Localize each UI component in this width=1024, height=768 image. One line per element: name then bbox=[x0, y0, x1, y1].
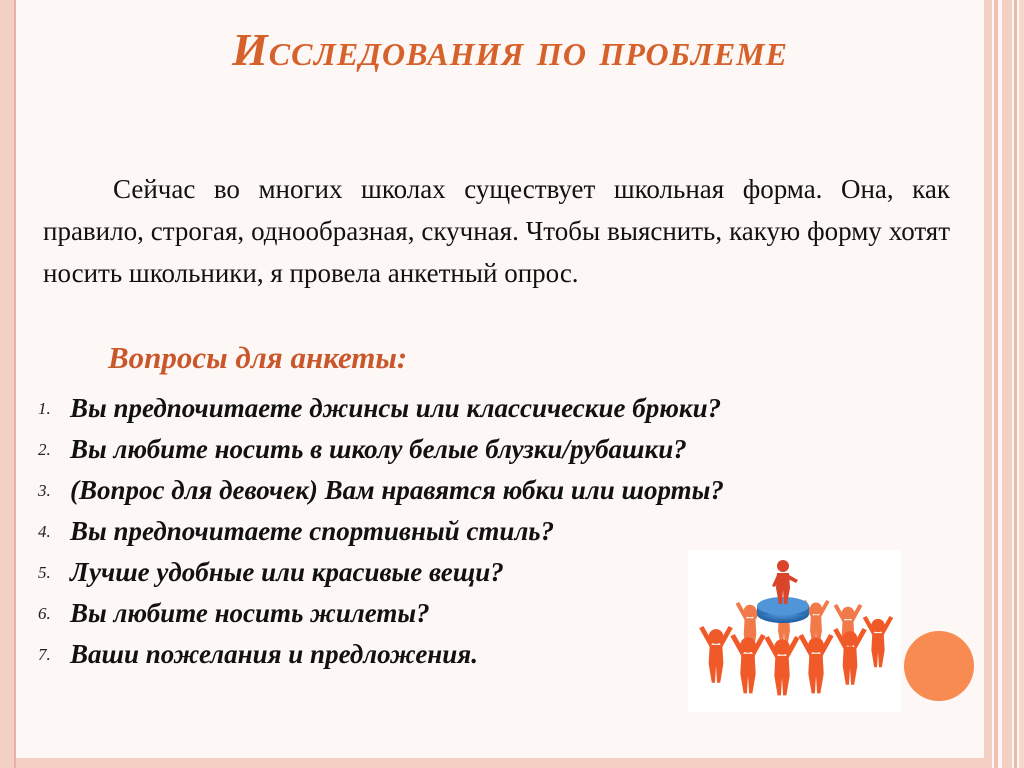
question-text: Вы предпочитаете джинсы или классические брюки? bbox=[70, 393, 722, 423]
question-text: Вы любите носить в школу белые блузки/рубашки? bbox=[70, 434, 687, 464]
frame-right-stripe bbox=[984, 0, 992, 768]
frame-left-border bbox=[0, 0, 16, 768]
question-text: Вы любите носить жилеты? bbox=[70, 598, 430, 628]
frame-right-stripe bbox=[1019, 0, 1024, 768]
question-number: 3. bbox=[38, 480, 51, 500]
question-number: 4. bbox=[38, 521, 51, 541]
intro-paragraph: Сейчас во многих школах существует школьная форма. Она, как правило, строгая, однообразная, скучная. Чтобы выяснить, какую форму хотят носить школьники, я провела анкетный опрос. bbox=[43, 174, 950, 288]
question-text: Ваши пожелания и предложения. bbox=[70, 639, 478, 669]
question-number: 5. bbox=[38, 562, 51, 582]
question-item bbox=[38, 388, 918, 429]
leader-crowd-illustration bbox=[688, 550, 901, 712]
frame-bottom-border bbox=[16, 758, 984, 768]
question-text: Лучше удобные или красивые вещи? bbox=[70, 557, 504, 587]
question-item bbox=[38, 429, 918, 470]
frame-right-stripe bbox=[1014, 0, 1017, 768]
questions-heading: Вопросы для анкеты: bbox=[108, 340, 408, 375]
frame-right-stripe bbox=[1002, 0, 1012, 768]
question-number: 2. bbox=[38, 439, 51, 459]
orange-circle-decoration bbox=[904, 631, 974, 701]
question-text: (Вопрос для девочек) Вам нравятся юбки или шорты? bbox=[70, 475, 724, 505]
question-item bbox=[38, 470, 918, 511]
question-number: 1. bbox=[38, 398, 51, 418]
frame-right-stripe bbox=[994, 0, 998, 768]
question-number: 6. bbox=[38, 603, 51, 623]
question-number: 7. bbox=[38, 644, 51, 664]
slide-title: Исследования по проблеме bbox=[232, 24, 788, 75]
question-text: Вы предпочитаете спортивный стиль? bbox=[70, 516, 555, 546]
question-item bbox=[38, 511, 918, 552]
